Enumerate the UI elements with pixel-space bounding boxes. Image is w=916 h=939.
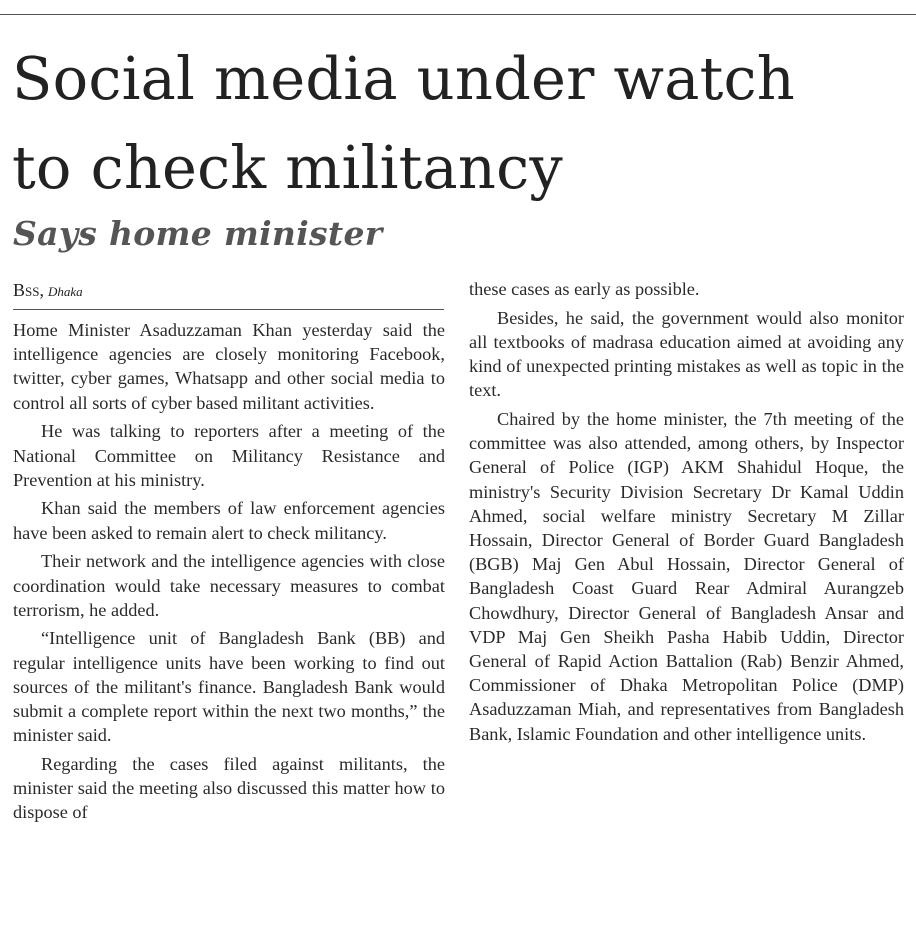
article-column-right (469, 277, 904, 750)
paragraph: Besides, he said, the government would also monitor all textbooks of madrasa education aimed at avoiding any kind of unexpected printing mistakes as well as topic in the text. (469, 307, 904, 401)
paragraph: He was talking to reporters after a meeting of the National Committee on Militancy Resistance and Prevention at his ministry. (13, 421, 445, 490)
subheadline: Says home minister (13, 214, 383, 253)
headline-line-2: to check militancy (12, 133, 563, 202)
paragraph: Home Minister Asaduzzaman Khan yesterday said the intelligence agencies are closely monitoring Facebook, twitter, cyber games, Whatsapp and other social media to control all sorts of cyber based militant activities. (13, 320, 445, 413)
paragraph: Khan said the members of law enforcement agencies have been asked to remain alert to check militancy. (13, 498, 445, 543)
paragraph: these cases as early as possible. (469, 279, 700, 299)
top-rule (0, 14, 916, 15)
paragraph: Regarding the cases filed against militants, the minister said the meeting also discussed this matter how to dispose of (13, 753, 445, 823)
paragraph: Their network and the intelligence agencies with close coordination would take necessary measures to combat terrorism, he added. (13, 551, 445, 620)
paragraph: “Intelligence unit of Bangladesh Bank (BB) and regular intelligence units have been working to find out sources of the militant's finance. Bangladesh Bank would submit a complete report within the next two months,” the minister said. (13, 628, 445, 746)
headline (12, 34, 912, 212)
article-column-left (13, 318, 445, 829)
headline-line-1: Social media under watch (12, 44, 795, 113)
byline (13, 279, 83, 303)
byline-agency: Bss, (13, 280, 44, 300)
paragraph: Chaired by the home minister, the 7th meeting of the committee was also attended, among others, by Inspector General of Police (IGP) AKM Shahidul Hoque, the ministry's Security Division Secretary Dr Kamal Uddin Ahmed, social welfare ministry Secretary M Zillar Hossain, Director General of Border Guard Bangladesh (BGB) Maj Gen Abul Hossain, Director General of Bangladesh Coast Guard Rear Admiral Aurangzeb Chowdhury, Director General of Bangladesh Ansar and VDP Maj Gen Sheikh Pasha Habib Uddin, Director General of Rapid Action Battalion (Rab) Benzir Ahmed, Commissioner of Dhaka Metropolitan Police (DMP) Asaduzzaman Miah, and representatives from Bangladesh Bank, Islamic Foundation and other intelligence units. (469, 409, 904, 744)
byline-place: Dhaka (47, 284, 83, 299)
byline-rule (13, 309, 444, 310)
